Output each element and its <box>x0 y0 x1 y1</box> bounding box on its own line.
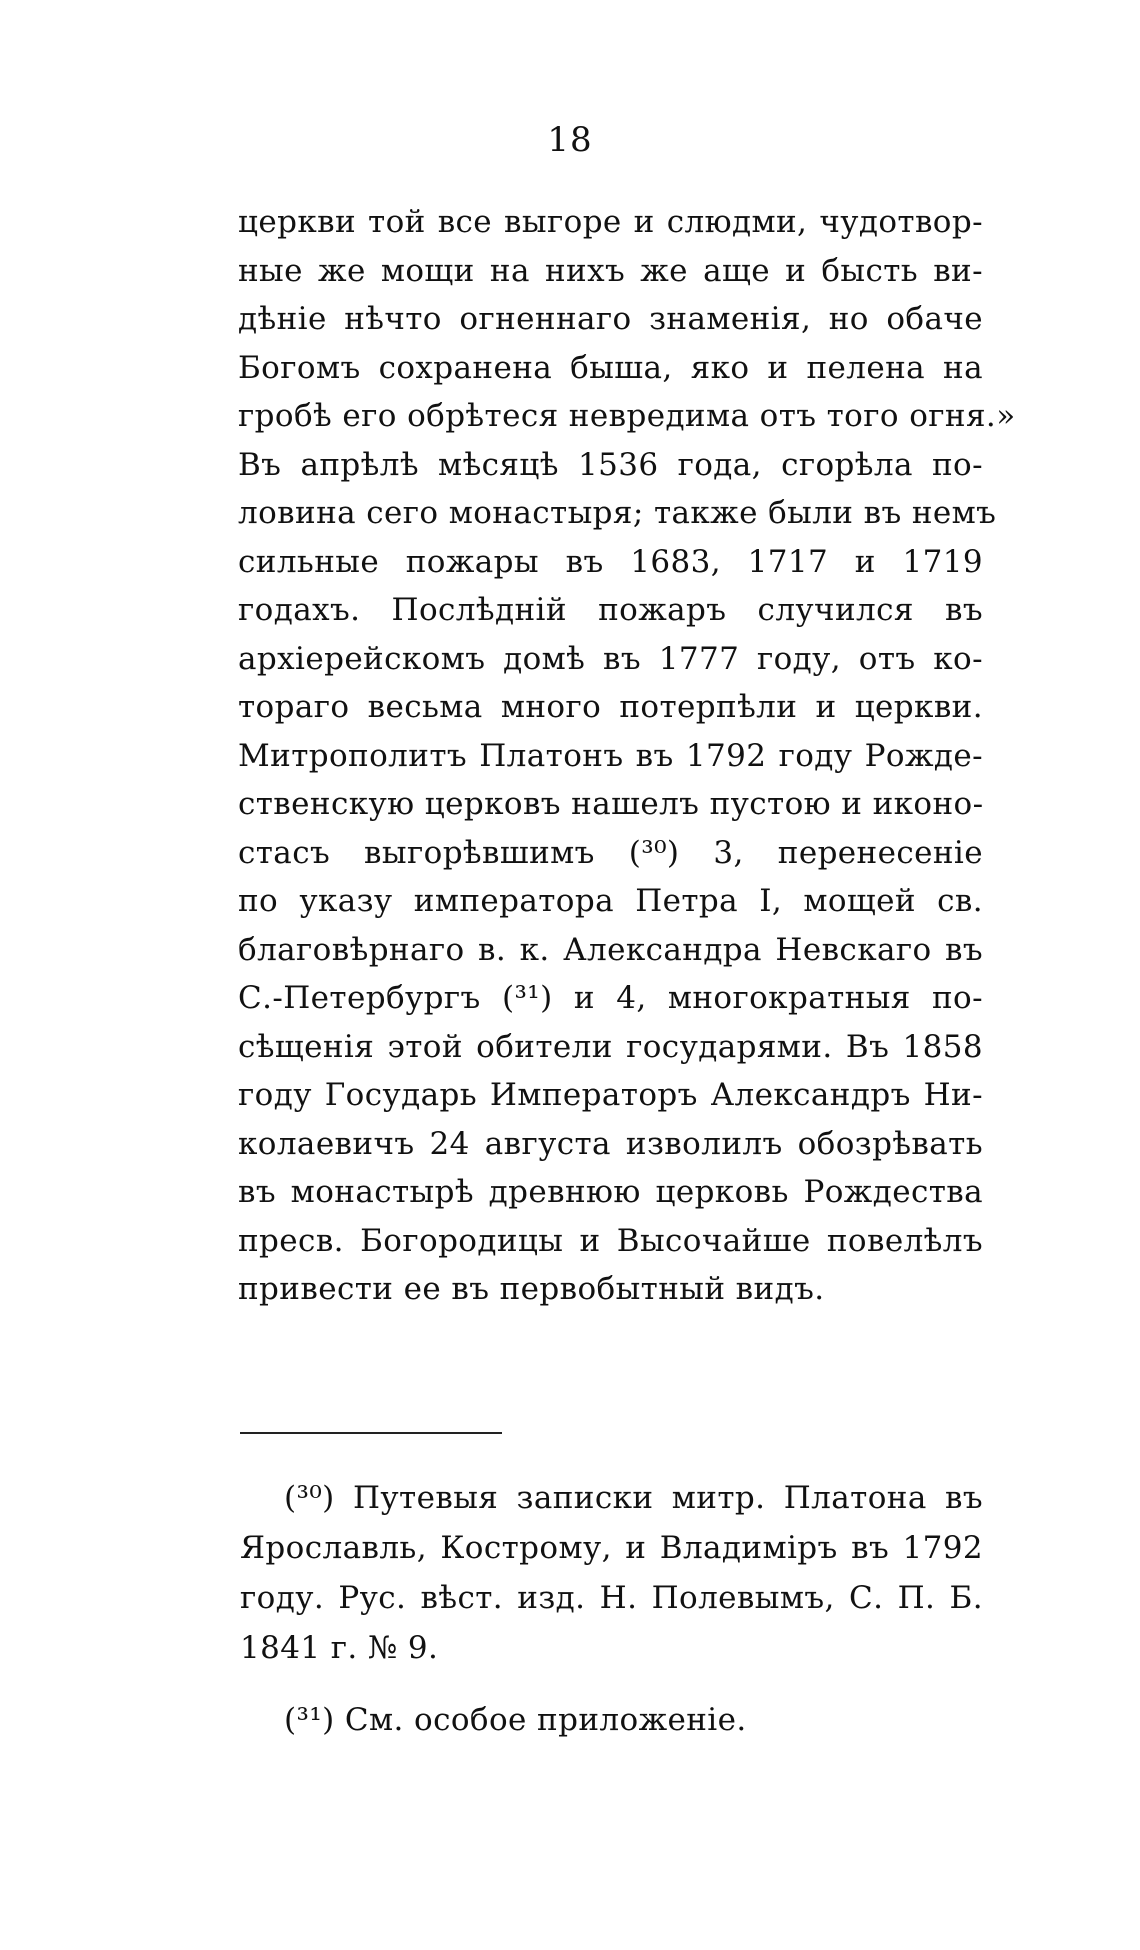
text-line: тораго весьма много потерпѣли и церкви. <box>238 689 983 725</box>
text-line: ловина сего монастыря; также были въ немъ <box>238 495 997 531</box>
text-line: стасъ выгорѣвшимъ (³⁰) 3, перенесеніе <box>238 834 983 871</box>
footnote-line: (³⁰) Путевыя записки митр. Платона въ <box>284 1480 983 1516</box>
text-line: архіерейскомъ домѣ въ 1777 году, отъ ко- <box>238 640 983 677</box>
text-line: С.-Петербургъ (³¹) и 4, многократныя по- <box>238 980 983 1016</box>
main-text <box>238 198 1016 1314</box>
text-line: ные же мощи на нихъ же аще и бысть ви- <box>238 252 983 289</box>
text-line: Митрополитъ Платонъ въ 1792 году Рожде- <box>238 737 983 774</box>
page-number: 18 <box>547 120 593 160</box>
text-line: благовѣрнаго в. к. Александра Невскаго въ <box>238 931 983 968</box>
text-line: гробѣ его обрѣтеся невредима отъ того огня.» <box>238 398 1016 434</box>
text-line: привести ее въ первобытный видъ. <box>238 1271 825 1307</box>
text-line: ственскую церковъ нашелъ пустою и иконо- <box>238 786 984 822</box>
footnote-31 <box>240 1695 983 1745</box>
text-line: Въ апрѣлѣ мѣсяцѣ 1536 года, сгорѣла по- <box>238 446 983 483</box>
text-line: по указу императора Петра I, мощей св. <box>238 883 983 919</box>
footnote-separator <box>240 1432 502 1434</box>
text-line: дѣніе нѣчто огненнаго знаменія, но обаче <box>238 301 983 337</box>
footnote-line: (³¹) См. особое приложеніе. <box>284 1702 747 1738</box>
footnote-line: 1841 г. № 9. <box>240 1630 439 1666</box>
footnote-30 <box>240 1473 983 1673</box>
text-line: Богомъ сохранена быша, яко и пелена на <box>238 349 983 386</box>
text-line: годахъ. Послѣдній пожаръ случился въ <box>238 592 983 628</box>
footnote-line: году. Рус. вѣст. изд. Н. Полевымъ, С. П. Б. <box>240 1580 983 1616</box>
text-line: сильные пожары въ 1683, 1717 и 1719 <box>238 543 983 580</box>
footnote-spacer <box>240 1673 983 1695</box>
text-line: въ монастырѣ древнюю церковь Рождества <box>238 1174 983 1210</box>
footnotes <box>240 1473 983 1745</box>
footnote-line: Ярославль, Кострому, и Владиміръ въ 1792 <box>240 1530 983 1566</box>
text-line: пресв. Богородицы и Высочайше повелѣлъ <box>238 1222 983 1259</box>
text-line: году Государь Императоръ Александръ Ни- <box>238 1077 983 1113</box>
text-line: церкви той все выгоре и слюдми, чудотвор- <box>238 204 983 240</box>
text-line: колаевичъ 24 августа изволилъ обозрѣвать <box>238 1125 983 1162</box>
text-line: сѣщенія этой обители государями. Въ 1858 <box>238 1028 983 1065</box>
